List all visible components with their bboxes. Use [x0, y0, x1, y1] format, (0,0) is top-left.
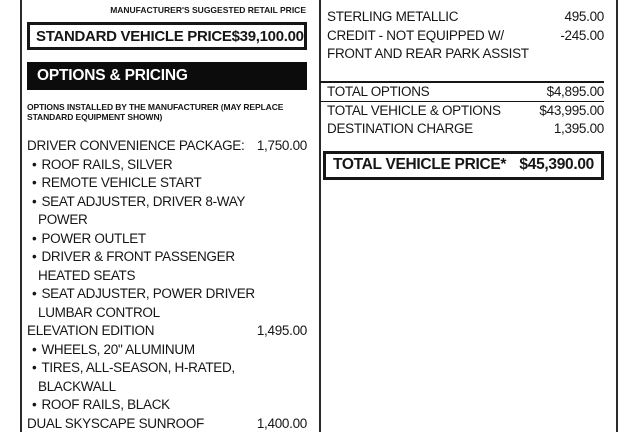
option-label [32, 174, 201, 193]
bullet-icon: • [32, 156, 37, 172]
color-options-list [327, 8, 604, 64]
total-vehicle-price-label: TOTAL VEHICLE PRICE* [333, 156, 507, 173]
bullet-icon: • [32, 341, 37, 357]
column-rule-left [20, 0, 22, 432]
options-note-line2: STANDARD EQUIPMENT SHOWN) [27, 111, 163, 122]
color-option-row [327, 45, 604, 64]
totals-value: $4,895.00 [546, 83, 604, 99]
option-row [27, 378, 307, 397]
option-label [38, 267, 135, 286]
pricing-right-column [327, 0, 604, 180]
option-row [27, 156, 307, 175]
option-price: 1,750.00 [256, 138, 307, 153]
totals-row [320, 83, 604, 102]
totals-label: DESTINATION CHARGE [327, 120, 473, 136]
option-text: BLACKWALL [38, 378, 116, 394]
total-vehicle-price-value: $45,390.00 [519, 156, 594, 173]
color-option-label: CREDIT - NOT EQUIPPED W/ [327, 27, 504, 43]
option-label [27, 415, 204, 434]
totals-row [320, 120, 604, 138]
option-label [27, 322, 154, 341]
option-label [38, 211, 88, 230]
option-label [32, 396, 170, 415]
bullet-icon: • [32, 249, 37, 264]
pricing-left-column [27, 0, 307, 433]
color-option-price: 495.00 [564, 9, 604, 24]
option-label [32, 230, 146, 249]
option-text: DUAL SKYSCAPE SUNROOF [27, 415, 204, 431]
total-vehicle-price-box [323, 151, 604, 180]
totals-row [320, 102, 604, 120]
options-pricing-banner: OPTIONS & PRICING [27, 62, 307, 90]
option-text: WHEELS, 20" ALUMINUM [41, 341, 195, 357]
option-label [32, 285, 255, 304]
bullet-icon: • [32, 230, 37, 246]
standard-vehicle-price-value: $39,100.00 [231, 27, 304, 45]
option-price: 1,400.00 [256, 415, 307, 431]
column-rule-middle [319, 0, 321, 432]
bullet-icon: • [32, 360, 37, 375]
totals-value: $43,995.00 [539, 102, 604, 118]
option-label [38, 378, 116, 397]
color-option-row [327, 8, 604, 27]
option-row [27, 304, 307, 323]
option-row [27, 267, 307, 286]
option-row [27, 248, 307, 267]
option-text: ROOF RAILS, SILVER [41, 156, 173, 172]
option-label [38, 304, 160, 323]
msrp-header: MANUFACTURER'S SUGGESTED RETAIL PRICE [110, 5, 306, 15]
color-option-label: STERLING METALLIC [327, 9, 459, 24]
option-row [27, 230, 307, 249]
color-option-label: FRONT AND REAR PARK ASSIST [327, 46, 529, 61]
option-price: 1,495.00 [256, 323, 307, 338]
bullet-icon: • [32, 175, 37, 190]
color-option-price: -245.00 [560, 27, 604, 43]
option-row [27, 285, 307, 304]
standard-vehicle-price-box [27, 22, 307, 50]
option-row [27, 211, 307, 230]
option-text: POWER OUTLET [41, 230, 146, 246]
totals-label: TOTAL VEHICLE & OPTIONS [327, 102, 501, 118]
option-label [32, 193, 245, 212]
option-text: DRIVER & FRONT PASSENGER [41, 249, 235, 264]
bullet-icon: • [32, 397, 37, 412]
options-note [27, 103, 307, 122]
bullet-icon: • [32, 286, 37, 301]
column-rule-right [616, 0, 618, 432]
option-row [27, 137, 307, 156]
totals-value: 1,395.00 [553, 120, 604, 136]
option-label [32, 341, 195, 360]
option-row [27, 193, 307, 212]
option-row [27, 322, 307, 341]
option-text: SEAT ADJUSTER, POWER DRIVER [41, 286, 255, 301]
option-label [32, 156, 172, 175]
option-text: DRIVER CONVENIENCE PACKAGE: [27, 138, 245, 153]
option-text: SEAT ADJUSTER, DRIVER 8-WAY [41, 193, 246, 209]
options-list [27, 137, 307, 433]
totals-label: TOTAL OPTIONS [327, 83, 430, 99]
option-row [27, 415, 307, 434]
option-text: POWER [38, 212, 88, 227]
standard-vehicle-price-label: STANDARD VEHICLE PRICE [36, 27, 232, 45]
totals-block [320, 81, 604, 138]
option-row [27, 174, 307, 193]
option-label [32, 248, 235, 267]
bullet-icon: • [32, 193, 37, 209]
option-text: HEATED SEATS [38, 267, 136, 283]
option-text: REMOTE VEHICLE START [41, 175, 202, 190]
option-text: ELEVATION EDITION [27, 323, 155, 338]
option-row [27, 359, 307, 378]
option-label [27, 137, 244, 156]
options-note-line1: OPTIONS INSTALLED BY THE MANUFACTURER (MAY REPLACE [27, 102, 284, 112]
option-row [27, 341, 307, 360]
color-option-row [327, 27, 604, 46]
option-text: LUMBAR CONTROL [38, 304, 160, 320]
option-text: TIRES, ALL-SEASON, H-RATED, [41, 360, 235, 375]
option-row [27, 396, 307, 415]
option-text: ROOF RAILS, BLACK [41, 397, 170, 412]
option-label [32, 359, 235, 378]
